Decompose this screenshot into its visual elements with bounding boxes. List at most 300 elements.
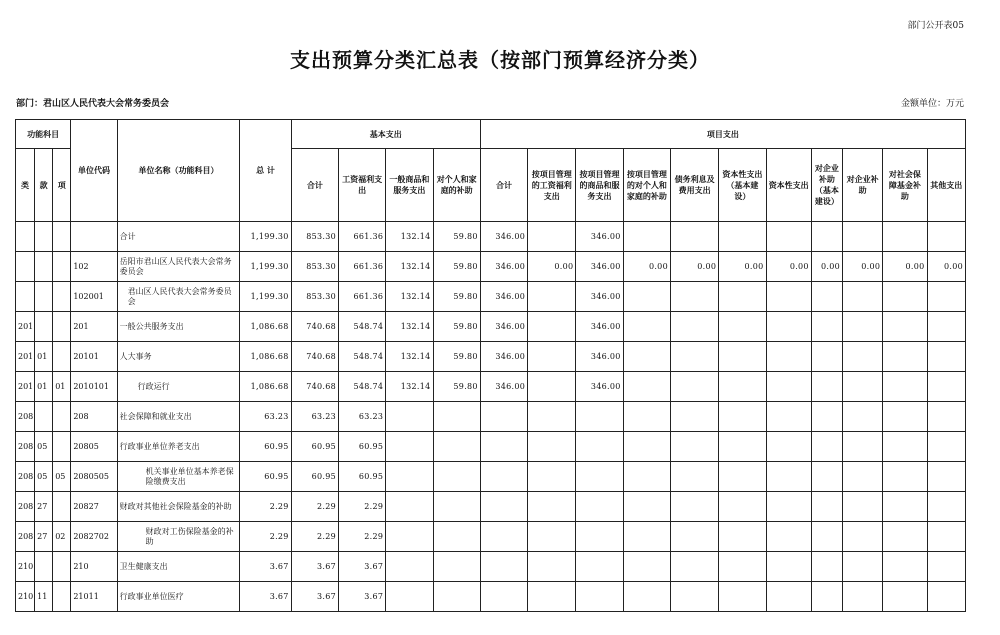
basic-total-cell: 853.30: [291, 252, 338, 282]
basic-goods-cell: [386, 552, 433, 582]
project-capital-cell: [766, 582, 811, 612]
subject-lei-cell: 201: [16, 372, 35, 402]
basic-goods-cell: [386, 462, 433, 492]
project-capital-basic-cell: [719, 372, 766, 402]
subject-kuan-cell: [35, 402, 53, 432]
basic-salary-cell: 60.95: [338, 432, 385, 462]
project-salary-cell: [528, 432, 576, 462]
subject-kuan-cell: [35, 552, 53, 582]
subject-xiang-cell: [53, 282, 71, 312]
unit-code-cell: 208: [71, 402, 117, 432]
project-debt-cell: [670, 312, 718, 342]
project-goods-cell: [576, 522, 623, 552]
basic-personal-cell: [433, 582, 480, 612]
project-other-cell: 0.00: [927, 252, 965, 282]
project-goods-cell: 346.00: [576, 312, 623, 342]
unit-code-cell: 102001: [71, 282, 117, 312]
basic-total-cell: 2.29: [291, 522, 338, 552]
table-row: [16, 432, 966, 462]
basic-total-cell: 3.67: [291, 582, 338, 612]
basic-total-cell: 853.30: [291, 222, 338, 252]
basic-salary-cell: 2.29: [338, 492, 385, 522]
project-capital-cell: 0.00: [766, 252, 811, 282]
project-enterprise-cell: [843, 492, 883, 522]
project-social-cell: [883, 492, 927, 522]
project-enterprise-cell: [843, 402, 883, 432]
basic-salary-cell: 3.67: [338, 552, 385, 582]
subject-lei-cell: 208: [16, 492, 35, 522]
project-capital-basic-cell: [719, 522, 766, 552]
total-cell: 60.95: [240, 462, 291, 492]
project-total-cell: [480, 402, 527, 432]
unit-name-cell: 财政对工伤保险基金的补助: [117, 522, 240, 552]
total-header: 总 计: [240, 120, 291, 222]
project-other-cell: [927, 222, 965, 252]
project-debt-cell: [670, 282, 718, 312]
project-capital-cell: [766, 222, 811, 252]
project-goods-cell: [576, 462, 623, 492]
table-row: [16, 312, 966, 342]
basic-total-cell: 60.95: [291, 462, 338, 492]
project-social-cell: [883, 312, 927, 342]
subject-kuan-cell: [35, 252, 53, 282]
project-social-cell: [883, 372, 927, 402]
project-debt-cell: [670, 342, 718, 372]
project-personal-cell: [623, 222, 670, 252]
table-row: [16, 552, 966, 582]
unit-name-cell: 行政事业单位养老支出: [117, 432, 240, 462]
project-capital-cell: [766, 282, 811, 312]
table-row: [16, 222, 966, 252]
xiang-header: 项: [53, 149, 71, 222]
project-other-cell: [927, 522, 965, 552]
unit-code-cell: 20101: [71, 342, 117, 372]
project-personal-cell: [623, 282, 670, 312]
project-enterprise-cell: [843, 462, 883, 492]
project-enterprise-cell: [843, 282, 883, 312]
subject-xiang-cell: 02: [53, 522, 71, 552]
basic-personal-cell: [433, 402, 480, 432]
table-row: [16, 252, 966, 282]
subject-kuan-cell: [35, 282, 53, 312]
project-personal-cell: [623, 552, 670, 582]
project-debt-cell: [670, 552, 718, 582]
project-salary-cell: [528, 402, 576, 432]
project-debt-cell: [670, 402, 718, 432]
project-debt-cell: [670, 582, 718, 612]
project-enterprise-basic-cell: 0.00: [811, 252, 842, 282]
project-debt-cell: [670, 462, 718, 492]
project-enterprise-basic-cell: [811, 282, 842, 312]
subject-kuan-cell: [35, 222, 53, 252]
project-enterprise-cell: 0.00: [843, 252, 883, 282]
unit-name-cell: 社会保障和就业支出: [117, 402, 240, 432]
project-total-cell: [480, 522, 527, 552]
project-other-cell: [927, 582, 965, 612]
basic-personal-cell: [433, 432, 480, 462]
basic-salary-cell: 2.29: [338, 522, 385, 552]
project-capital-basic-cell: [719, 222, 766, 252]
project-goods-cell: 346.00: [576, 342, 623, 372]
project-salary-cell: [528, 282, 576, 312]
project-personal-cell: [623, 312, 670, 342]
project-total-cell: [480, 462, 527, 492]
unit-code-cell: 2082702: [71, 522, 117, 552]
total-cell: 1,199.30: [240, 282, 291, 312]
subject-xiang-cell: [53, 402, 71, 432]
project-total-cell: [480, 582, 527, 612]
project-enterprise-basic-cell: [811, 462, 842, 492]
project-social-cell: 0.00: [883, 252, 927, 282]
project-debt-cell: [670, 222, 718, 252]
total-cell: 60.95: [240, 432, 291, 462]
project-capital-basic-cell: [719, 432, 766, 462]
basic-total-cell: 3.67: [291, 552, 338, 582]
subject-xiang-cell: 01: [53, 372, 71, 402]
unit-code-cell: 2080505: [71, 462, 117, 492]
basic-col-header: 对个人和家庭的补助: [433, 149, 480, 222]
project-total-cell: 346.00: [480, 282, 527, 312]
page-title: 支出预算分类汇总表（按部门预算经济分类）: [290, 48, 710, 72]
unit-name-cell: 一般公共服务支出: [117, 312, 240, 342]
project-capital-cell: [766, 552, 811, 582]
table-row: [16, 282, 966, 312]
subject-lei-cell: 201: [16, 342, 35, 372]
basic-total-cell: 2.29: [291, 492, 338, 522]
project-debt-cell: [670, 522, 718, 552]
unit-code-header: 单位代码: [71, 120, 117, 222]
project-social-cell: [883, 522, 927, 552]
subject-kuan-cell: 05: [35, 462, 53, 492]
project-col-header: 按项目管理的工资福利支出: [528, 149, 576, 222]
unit-code-cell: 20805: [71, 432, 117, 462]
basic-goods-cell: 132.14: [386, 282, 433, 312]
basic-personal-cell: 59.80: [433, 312, 480, 342]
project-capital-basic-cell: [719, 342, 766, 372]
project-enterprise-basic-cell: [811, 312, 842, 342]
unit-name-cell: 君山区人民代表大会常务委员会: [117, 282, 240, 312]
unit-name-cell: 行政事业单位医疗: [117, 582, 240, 612]
basic-salary-cell: 63.23: [338, 402, 385, 432]
project-goods-cell: 346.00: [576, 252, 623, 282]
subject-kuan-cell: 01: [35, 372, 53, 402]
project-salary-cell: [528, 462, 576, 492]
project-goods-cell: [576, 552, 623, 582]
subject-xiang-cell: [53, 342, 71, 372]
subject-xiang-cell: [53, 312, 71, 342]
unit-code-cell: 2010101: [71, 372, 117, 402]
project-col-header: 对企业补助（基本建设）: [811, 149, 842, 222]
project-enterprise-cell: [843, 522, 883, 552]
amount-unit-label: 金额单位：万元: [900, 99, 964, 109]
total-cell: 1,199.30: [240, 252, 291, 282]
subject-kuan-cell: 11: [35, 582, 53, 612]
subject-lei-cell: 208: [16, 432, 35, 462]
project-total-cell: [480, 492, 527, 522]
basic-total-cell: 63.23: [291, 402, 338, 432]
subject-xiang-cell: [53, 252, 71, 282]
subject-xiang-cell: [53, 582, 71, 612]
project-capital-cell: [766, 492, 811, 522]
project-goods-cell: [576, 402, 623, 432]
project-enterprise-basic-cell: [811, 372, 842, 402]
subject-kuan-cell: 27: [35, 492, 53, 522]
basic-personal-cell: [433, 462, 480, 492]
table-row: [16, 462, 966, 492]
project-enterprise-basic-cell: [811, 552, 842, 582]
project-enterprise-cell: [843, 552, 883, 582]
project-social-cell: [883, 552, 927, 582]
project-total-cell: 346.00: [480, 342, 527, 372]
table-row: [16, 522, 966, 552]
subject-lei-cell: 208: [16, 402, 35, 432]
budget-table: [15, 119, 966, 612]
project-debt-cell: [670, 432, 718, 462]
project-capital-basic-cell: [719, 282, 766, 312]
project-other-cell: [927, 372, 965, 402]
project-total-cell: 346.00: [480, 372, 527, 402]
project-capital-cell: [766, 402, 811, 432]
basic-expenditure-header: 基本支出: [291, 120, 480, 149]
subject-kuan-cell: [35, 312, 53, 342]
basic-col-header: 合计: [291, 149, 338, 222]
total-cell: 63.23: [240, 402, 291, 432]
project-salary-cell: [528, 222, 576, 252]
project-enterprise-basic-cell: [811, 522, 842, 552]
project-social-cell: [883, 462, 927, 492]
basic-goods-cell: 132.14: [386, 372, 433, 402]
basic-salary-cell: 548.74: [338, 372, 385, 402]
subject-lei-cell: [16, 222, 35, 252]
total-cell: 3.67: [240, 582, 291, 612]
basic-goods-cell: [386, 402, 433, 432]
basic-col-header: 工资福利支出: [338, 149, 385, 222]
project-social-cell: [883, 582, 927, 612]
unit-name-header: 单位名称（功能科目）: [117, 120, 240, 222]
subject-xiang-cell: [53, 222, 71, 252]
project-salary-cell: [528, 372, 576, 402]
basic-goods-cell: 132.14: [386, 222, 433, 252]
project-total-cell: [480, 552, 527, 582]
table-row: [16, 582, 966, 612]
basic-salary-cell: 548.74: [338, 342, 385, 372]
unit-name-cell: 卫生健康支出: [117, 552, 240, 582]
project-enterprise-cell: [843, 372, 883, 402]
project-capital-basic-cell: [719, 402, 766, 432]
subject-xiang-cell: [53, 432, 71, 462]
subject-lei-cell: 210: [16, 582, 35, 612]
project-salary-cell: [528, 312, 576, 342]
subject-kuan-cell: 01: [35, 342, 53, 372]
project-capital-basic-cell: [719, 312, 766, 342]
basic-personal-cell: 59.80: [433, 282, 480, 312]
table-row: [16, 372, 966, 402]
project-capital-cell: [766, 462, 811, 492]
project-debt-cell: [670, 492, 718, 522]
project-enterprise-basic-cell: [811, 402, 842, 432]
project-personal-cell: [623, 342, 670, 372]
basic-goods-cell: 132.14: [386, 312, 433, 342]
project-goods-cell: [576, 582, 623, 612]
basic-goods-cell: 132.14: [386, 342, 433, 372]
basic-total-cell: 853.30: [291, 282, 338, 312]
project-enterprise-cell: [843, 312, 883, 342]
func-subject-header: 功能科目: [16, 120, 71, 149]
basic-personal-cell: [433, 552, 480, 582]
basic-total-cell: 740.68: [291, 372, 338, 402]
project-salary-cell: [528, 522, 576, 552]
subject-xiang-cell: [53, 492, 71, 522]
project-salary-cell: [528, 342, 576, 372]
total-cell: 1,086.68: [240, 342, 291, 372]
basic-personal-cell: 59.80: [433, 222, 480, 252]
project-col-header: 合计: [480, 149, 527, 222]
project-goods-cell: 346.00: [576, 372, 623, 402]
project-enterprise-cell: [843, 342, 883, 372]
project-salary-cell: [528, 552, 576, 582]
project-enterprise-basic-cell: [811, 432, 842, 462]
project-col-header: 其他支出: [927, 149, 965, 222]
subject-xiang-cell: [53, 552, 71, 582]
project-personal-cell: [623, 492, 670, 522]
basic-total-cell: 740.68: [291, 312, 338, 342]
total-cell: 1,086.68: [240, 312, 291, 342]
basic-goods-cell: [386, 582, 433, 612]
basic-personal-cell: [433, 492, 480, 522]
basic-personal-cell: 59.80: [433, 252, 480, 282]
unit-code-cell: 20827: [71, 492, 117, 522]
basic-salary-cell: 3.67: [338, 582, 385, 612]
project-enterprise-basic-cell: [811, 492, 842, 522]
project-personal-cell: [623, 462, 670, 492]
unit-name-cell: 人大事务: [117, 342, 240, 372]
subject-lei-cell: 208: [16, 462, 35, 492]
project-goods-cell: [576, 492, 623, 522]
project-capital-cell: [766, 372, 811, 402]
project-salary-cell: [528, 492, 576, 522]
subject-lei-cell: [16, 252, 35, 282]
subject-lei-cell: 201: [16, 312, 35, 342]
total-cell: 1,086.68: [240, 372, 291, 402]
subject-lei-cell: 210: [16, 552, 35, 582]
unit-name-cell: 机关事业单位基本养老保险缴费支出: [117, 462, 240, 492]
subject-kuan-cell: 27: [35, 522, 53, 552]
department-label: 部门：君山区人民代表大会常务委员会: [16, 99, 170, 109]
project-personal-cell: [623, 522, 670, 552]
project-social-cell: [883, 342, 927, 372]
project-personal-cell: [623, 582, 670, 612]
project-goods-cell: 346.00: [576, 222, 623, 252]
unit-code-cell: 201: [71, 312, 117, 342]
basic-personal-cell: [433, 522, 480, 552]
unit-code-cell: 210: [71, 552, 117, 582]
project-capital-basic-cell: [719, 492, 766, 522]
project-total-cell: 346.00: [480, 312, 527, 342]
project-total-cell: 346.00: [480, 252, 527, 282]
project-enterprise-cell: [843, 222, 883, 252]
project-salary-cell: [528, 582, 576, 612]
basic-salary-cell: 661.36: [338, 222, 385, 252]
project-social-cell: [883, 432, 927, 462]
project-goods-cell: [576, 432, 623, 462]
unit-code-cell: 21011: [71, 582, 117, 612]
unit-code-cell: [71, 222, 117, 252]
total-cell: 2.29: [240, 492, 291, 522]
project-expenditure-header: 项目支出: [480, 120, 965, 149]
project-other-cell: [927, 552, 965, 582]
project-capital-cell: [766, 342, 811, 372]
basic-salary-cell: 60.95: [338, 462, 385, 492]
basic-total-cell: 740.68: [291, 342, 338, 372]
project-capital-cell: [766, 432, 811, 462]
kuan-header: 款: [35, 149, 53, 222]
project-debt-cell: [670, 372, 718, 402]
project-col-header: 资本性支出: [766, 149, 811, 222]
project-col-header: 债务利息及费用支出: [670, 149, 718, 222]
project-other-cell: [927, 282, 965, 312]
project-social-cell: [883, 402, 927, 432]
project-capital-basic-cell: [719, 582, 766, 612]
basic-personal-cell: 59.80: [433, 372, 480, 402]
subject-lei-cell: [16, 282, 35, 312]
project-capital-cell: [766, 312, 811, 342]
basic-goods-cell: [386, 522, 433, 552]
unit-code-cell: 102: [71, 252, 117, 282]
project-social-cell: [883, 222, 927, 252]
total-cell: 1,199.30: [240, 222, 291, 252]
project-personal-cell: [623, 402, 670, 432]
unit-name-cell: 合计: [117, 222, 240, 252]
project-other-cell: [927, 402, 965, 432]
project-enterprise-cell: [843, 432, 883, 462]
basic-goods-cell: [386, 432, 433, 462]
basic-salary-cell: 661.36: [338, 252, 385, 282]
total-cell: 2.29: [240, 522, 291, 552]
table-row: [16, 402, 966, 432]
project-enterprise-basic-cell: [811, 342, 842, 372]
table-row: [16, 492, 966, 522]
project-capital-cell: [766, 522, 811, 552]
table-row: [16, 342, 966, 372]
project-col-header: 资本性支出（基本建设）: [719, 149, 766, 222]
basic-goods-cell: [386, 492, 433, 522]
project-personal-cell: [623, 372, 670, 402]
project-other-cell: [927, 312, 965, 342]
project-goods-cell: 346.00: [576, 282, 623, 312]
basic-personal-cell: 59.80: [433, 342, 480, 372]
unit-name-cell: 财政对其他社会保险基金的补助: [117, 492, 240, 522]
project-capital-basic-cell: [719, 462, 766, 492]
project-salary-cell: 0.00: [528, 252, 576, 282]
project-col-header: 按项目管理的商品和服务支出: [576, 149, 623, 222]
project-enterprise-basic-cell: [811, 582, 842, 612]
project-other-cell: [927, 492, 965, 522]
project-personal-cell: 0.00: [623, 252, 670, 282]
project-capital-basic-cell: [719, 552, 766, 582]
project-other-cell: [927, 462, 965, 492]
project-other-cell: [927, 432, 965, 462]
subject-xiang-cell: 05: [53, 462, 71, 492]
total-cell: 3.67: [240, 552, 291, 582]
project-other-cell: [927, 342, 965, 372]
basic-col-header: 一般商品和服务支出: [386, 149, 433, 222]
project-col-header: 按项目管理的对个人和家庭的补助: [623, 149, 670, 222]
project-capital-basic-cell: 0.00: [719, 252, 766, 282]
project-debt-cell: 0.00: [670, 252, 718, 282]
project-total-cell: [480, 432, 527, 462]
unit-name-cell: 岳阳市君山区人民代表大会常务委员会: [117, 252, 240, 282]
basic-salary-cell: 661.36: [338, 282, 385, 312]
